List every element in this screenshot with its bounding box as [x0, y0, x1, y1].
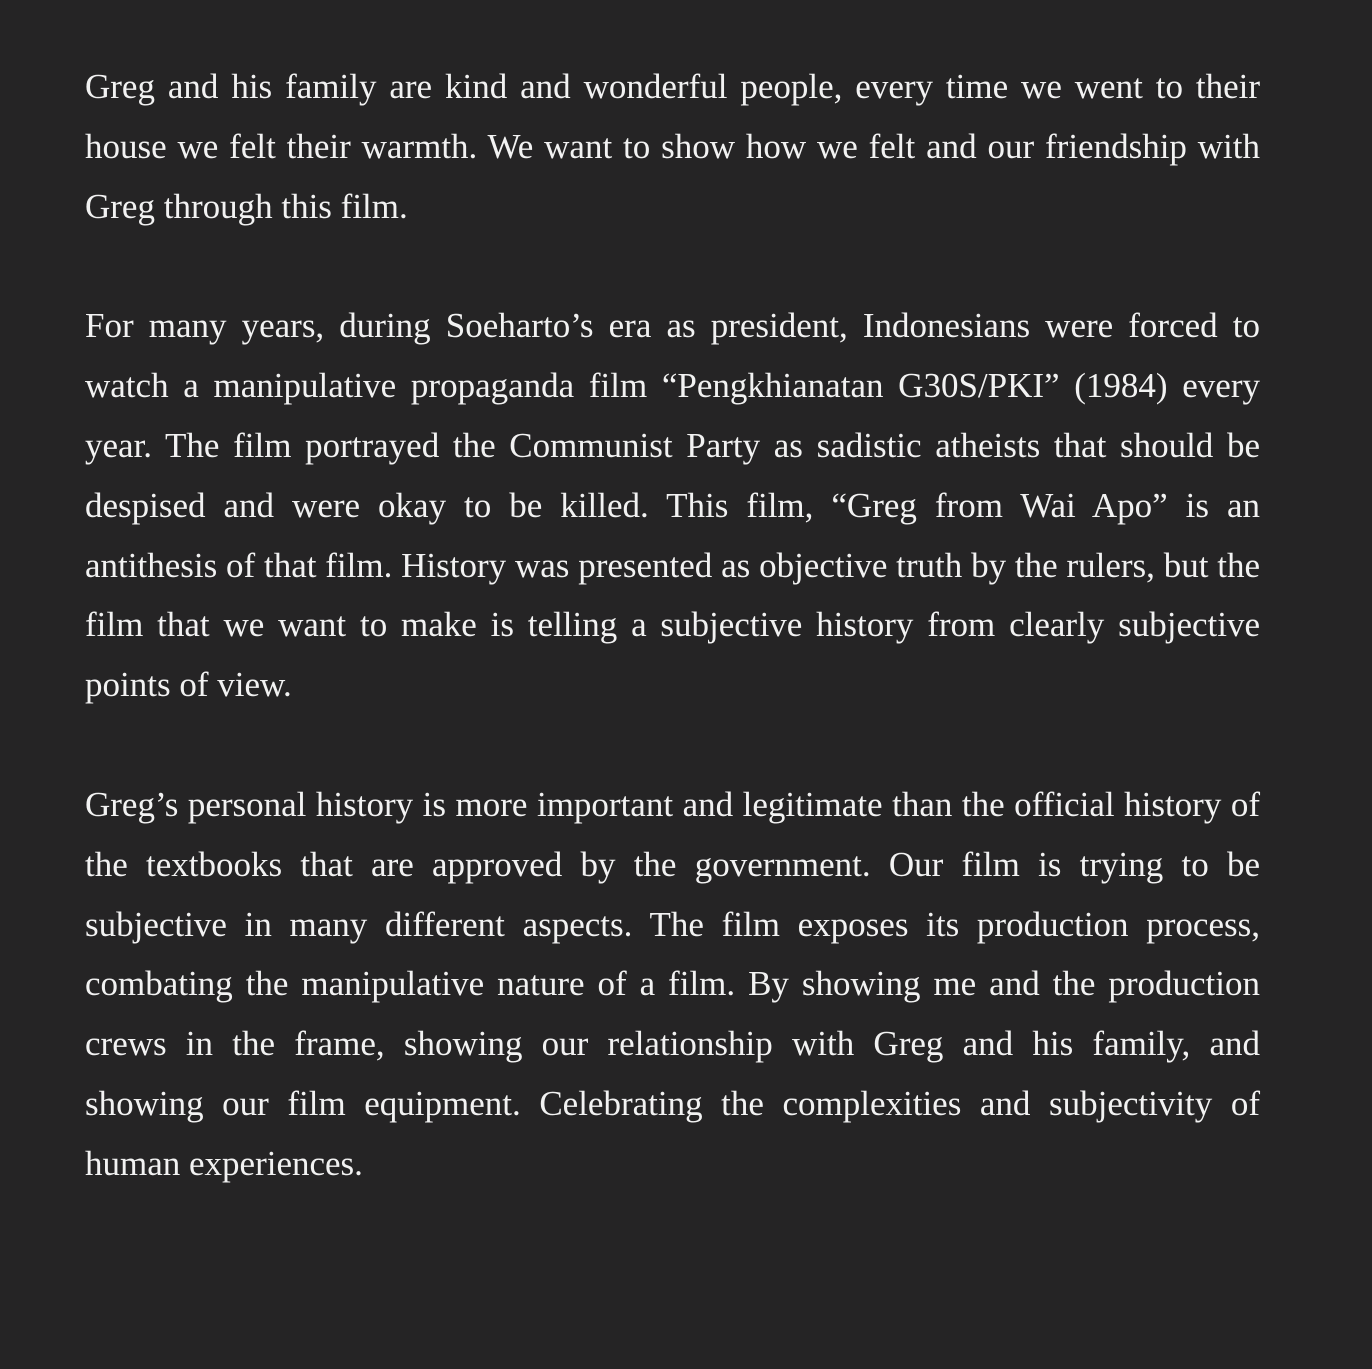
paragraph-propaganda-history: For many years, during Soeharto’s era as president, Indonesians were forced to watch a manipulative propaganda film “Pengkhianatan G30S/PKI” (1984) every year. The film portrayed the Communist Party as sadistic atheists that should be despised and were okay to be killed. This film, “Greg from Wai Apo” is an antithesis of that film. History was presented as objective truth by the rulers, but the film that we want to make is telling a subjective history from clearly subjective points of view.: [85, 306, 1260, 705]
body-text: [85, 57, 1260, 1194]
paragraph-subjective-film: Greg’s personal history is more important and legitimate than the official history of the textbooks that are approved by the government. Our film is trying to be subjective in many different aspects. The film exposes its production process, combating the manipulative nature of a film. By showing me and the production crews in the frame, showing our relationship with Greg and his family, and showing our film equipment. Celebrating the complexities and subjectivity of human experiences.: [85, 784, 1260, 1183]
paragraph-friendship: Greg and his family are kind and wonderful people, every time we went to their house we felt their warmth. We want to show how we felt and our friendship with Greg through this film.: [85, 67, 1260, 226]
